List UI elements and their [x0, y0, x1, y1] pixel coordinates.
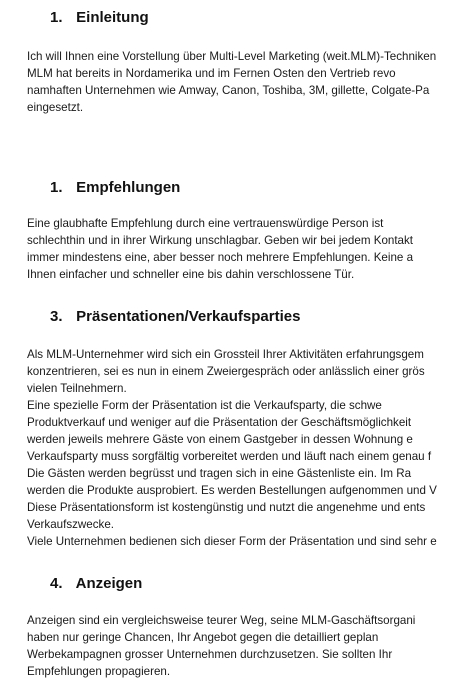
- text-line: vielen Teilnehmern.: [27, 382, 127, 395]
- paragraph-anzeigen: [27, 612, 473, 680]
- section-title: Empfehlungen: [76, 179, 181, 196]
- section-heading-empfehlungen: [50, 179, 180, 197]
- text-line: Werbekampagnen grosser Unternehmen durchzusetzen. Sie sollten Ihr: [27, 648, 393, 661]
- text-line: Als MLM-Unternehmer wird sich ein Grossteil Ihrer Aktivitäten erfahrungsgem: [27, 348, 424, 361]
- text-line: Verkaufsparty muss sorgfältig vorbereitet werden und läuft nach einem genau f: [27, 450, 432, 463]
- text-line: namhaften Unternehmen wie Amway, Canon, Toshiba, 3M, gillette, Colgate-Pa: [27, 84, 430, 97]
- text-line: Produktverkauf und weniger auf die Präsentation der Geschäftsmöglichkeit: [27, 416, 412, 429]
- text-line: Ihnen einfacher und schneller eine bis dahin verschlossene Tür.: [27, 268, 355, 281]
- section-number: 3.: [50, 308, 63, 325]
- section-number: 1.: [50, 179, 63, 196]
- text-line: Die Gästen werden begrüsst und tragen sich in eine Gästenliste ein. Im Ra: [27, 467, 412, 480]
- section-heading-praesentationen: [50, 308, 300, 326]
- section-title: Anzeigen: [75, 575, 143, 592]
- text-line: Diese Präsentationsform ist kostengünstig und nutzt die angenehme und ents: [27, 501, 426, 514]
- text-line: Eine glaubhafte Empfehlung durch eine vertrauenswürdige Person ist: [27, 217, 384, 230]
- section-heading-einleitung: [50, 9, 149, 27]
- text-line: Verkaufszwecke.: [27, 518, 114, 531]
- paragraph-praesentationen: [27, 346, 473, 550]
- section-title: Präsentationen/Verkaufsparties: [76, 308, 301, 325]
- text-line: konzentrieren, sei es nun in einem Zweiergespräch oder anlässlich einer grös: [27, 365, 425, 378]
- section-number: 1.: [50, 9, 63, 26]
- text-line: Ich will Ihnen eine Vorstellung über Multi-Level Marketing (weit.MLM)-Techniken: [27, 50, 437, 63]
- text-line: werden jeweils mehrere Gäste von einem Gastgeber in dessen Wohnung e: [27, 433, 413, 446]
- text-line: Empfehlungen propagieren.: [27, 665, 171, 678]
- text-line: werden die Produkte ausprobiert. Es werden Bestellungen aufgenommen und V: [27, 484, 437, 497]
- text-line: immer mindestens eine, aber besser noch mehrere Empfehlungen. Keine a: [27, 251, 414, 264]
- text-line: MLM hat bereits in Nordamerika und im Fernen Osten den Vertrieb revo: [27, 67, 396, 80]
- text-line: Viele Unternehmen bedienen sich dieser Form der Präsentation und sind sehr e: [27, 535, 437, 548]
- text-line: Anzeigen sind ein vergleichsweise teurer Weg, seine MLM-Gaschäftsorgani: [27, 614, 416, 627]
- text-line: schlechthin und in ihrer Wirkung unschlagbar. Geben wir bei jedem Kontakt: [27, 234, 414, 247]
- paragraph-empfehlungen: [27, 215, 473, 283]
- text-line: eingesetzt.: [27, 101, 84, 114]
- section-title: Einleitung: [76, 9, 149, 26]
- section-heading-anzeigen: [50, 575, 142, 593]
- text-line: haben nur geringe Chancen, Ihr Angebot gegen die detailliert geplan: [27, 631, 379, 644]
- text-line: Eine spezielle Form der Präsentation ist die Verkaufsparty, die schwe: [27, 399, 382, 412]
- section-number: 4.: [50, 575, 63, 592]
- paragraph-einleitung: [27, 48, 473, 116]
